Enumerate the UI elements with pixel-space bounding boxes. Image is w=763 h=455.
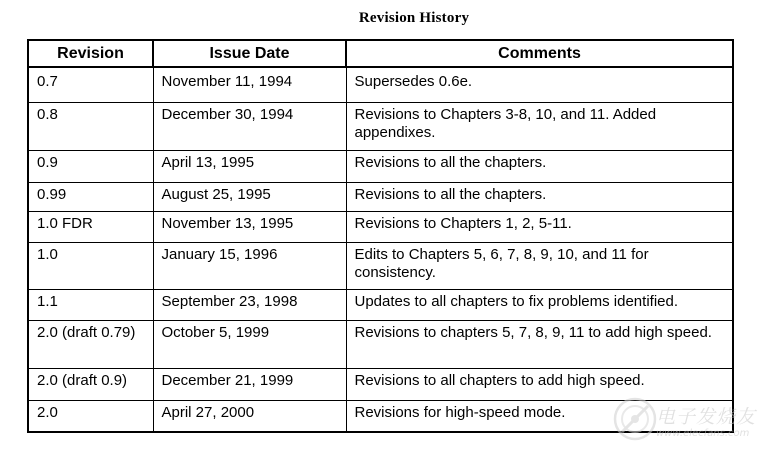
cell-revision: 0.8 [28,102,153,150]
cell-revision: 1.0 FDR [28,211,153,242]
cell-comments: Revisions for high-speed mode. [346,400,733,432]
column-header-issue-date: Issue Date [153,40,346,67]
table-row [28,211,733,242]
table-row [28,242,733,289]
cell-revision: 0.7 [28,67,153,102]
cell-revision: 0.99 [28,182,153,211]
table-row [28,289,733,320]
cell-revision: 2.0 (draft 0.79) [28,320,153,368]
cell-issue-date: November 13, 1995 [153,211,346,242]
column-header-comments: Comments [346,40,733,67]
cell-revision: 0.9 [28,150,153,182]
cell-revision: 2.0 [28,400,153,432]
cell-issue-date: September 23, 1998 [153,289,346,320]
watermark [612,396,762,452]
page-title: Revision History [358,10,470,26]
watermark-url: www.elecfans.com [656,428,750,439]
cell-revision: 2.0 (draft 0.9) [28,368,153,400]
cell-comments: Updates to all chapters to fix problems identified. [346,289,733,320]
cell-issue-date: December 30, 1994 [153,102,346,150]
cell-comments: Revisions to all the chapters. [346,150,733,182]
column-header-revision: Revision [28,40,153,67]
cell-comments: Supersedes 0.6e. [346,67,733,102]
table-row [28,102,733,150]
cell-issue-date: November 11, 1994 [153,67,346,102]
elecfans-logo-icon [612,396,658,442]
table-row [28,150,733,182]
cell-issue-date: December 21, 1999 [153,368,346,400]
cell-comments: Revisions to Chapters 3-8, 10, and 11. Added appendixes. [346,102,733,150]
cell-issue-date: January 15, 1996 [153,242,346,289]
cell-comments: Revisions to chapters 5, 7, 8, 9, 11 to add high speed. [346,320,733,368]
cell-comments: Revisions to all the chapters. [346,182,733,211]
table-row [28,67,733,102]
cell-issue-date: April 27, 2000 [153,400,346,432]
cell-issue-date: April 13, 1995 [153,150,346,182]
table-row [28,182,733,211]
cell-comments: Revisions to all chapters to add high speed. [346,368,733,400]
cell-comments: Revisions to Chapters 1, 2, 5-11. [346,211,733,242]
cell-issue-date: August 25, 1995 [153,182,346,211]
cell-revision: 1.0 [28,242,153,289]
table-row [28,320,733,368]
cell-comments: Edits to Chapters 5, 6, 7, 8, 9, 10, and 11 for consistency. [346,242,733,289]
cell-revision: 1.1 [28,289,153,320]
revision-history-table [27,39,734,433]
watermark-name: 电子发烧友 [656,406,757,428]
table-header-row [28,40,733,67]
cell-issue-date: October 5, 1999 [153,320,346,368]
